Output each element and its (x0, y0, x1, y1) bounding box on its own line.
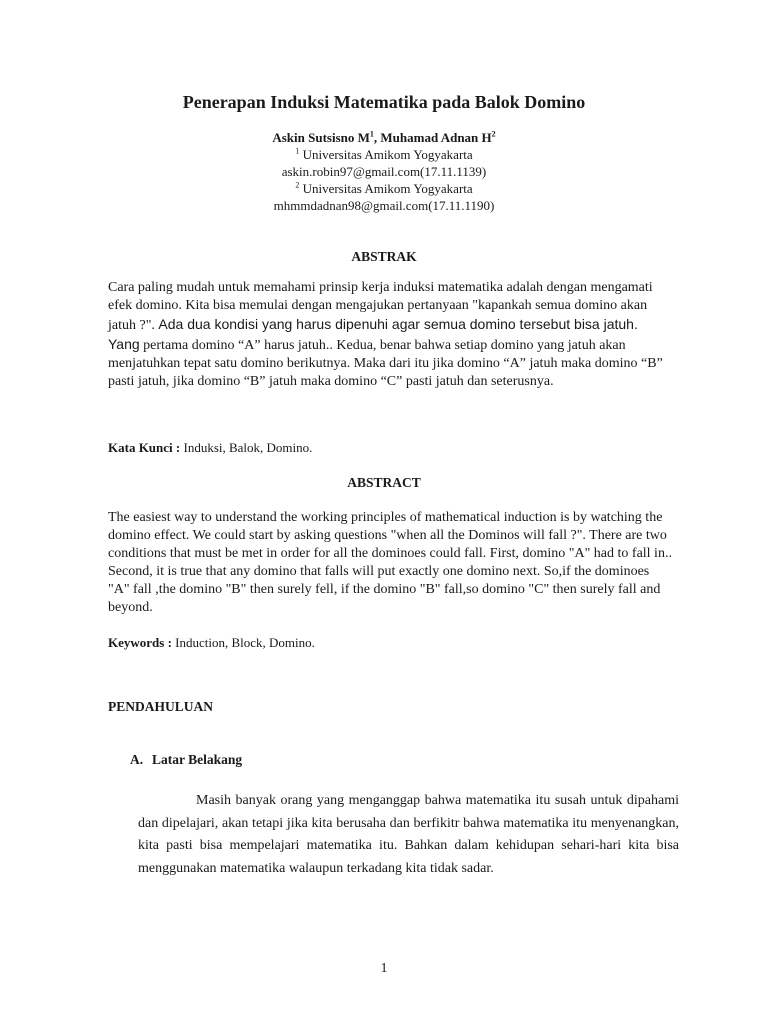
email-1: askin.robin97@gmail.com(17.11.1139) (281, 164, 487, 179)
affiliation-1-text: Universitas Amikom Yogyakarta (299, 147, 473, 162)
abstrak-heading: ABSTRAK (351, 249, 417, 264)
page-number: 1 (380, 961, 388, 976)
paper-title: Penerapan Induksi Matematika pada Balok Domino (182, 92, 586, 112)
kata-kunci-value: Induksi, Balok, Domino. (180, 440, 313, 455)
affiliation-2-text: Universitas Amikom Yogyakarta (299, 181, 473, 196)
pendahuluan-heading: PENDAHULUAN (108, 699, 214, 714)
author-names (0, 129, 768, 146)
author-block (0, 129, 768, 214)
author-2-sup: 2 (491, 129, 496, 139)
subsection-number: A. (130, 752, 144, 767)
keywords-label: Keywords : (108, 635, 172, 650)
keywords (108, 635, 315, 651)
subsection-title: Latar Belakang (152, 752, 243, 767)
abstrak-text (108, 279, 673, 391)
author-1-name: Askin Sutsisno M (272, 130, 370, 145)
abstrak-text-b: Ada dua kondisi yang harus dipenuhi agar semua domino tersebut bisa jatuh. Yang (108, 316, 638, 352)
email-2: mhmmdadnan98@gmail.com(17.11.1190) (273, 198, 495, 213)
abstract-heading: ABSTRACT (347, 475, 421, 490)
author-2-name: , Muhamad Adnan H (373, 130, 492, 145)
affiliation-2 (0, 180, 768, 197)
latar-belakang-heading (130, 752, 242, 768)
kata-kunci-label: Kata Kunci : (108, 440, 181, 455)
latar-belakang-body: Masih banyak orang yang menganggap bahwa matematika itu susah untuk dipahami dan dipelajari, akan tetapi jika kita berusaha dan berfikitr bahwa matematika itu menyenangkan, kita pasti bisa mempelajari matematika itu. Bahkan dalam kehidupan sehari-hari kita bisa menggunakan matematika walaupun terkadang kita tidak sadar. (138, 793, 679, 876)
abstrak-text-c: pertama domino “A” harus jatuh.. Kedua, benar bahwa setiap domino yang jatuh akan menjatuhkan tepat satu domino berikutnya. Maka dari itu jika domino “A” jatuh maka domino “B” pasti jatuh, jika domino “B” jatuh maka domino “C” pasti jatuh dan seterusnya. (108, 338, 663, 389)
affiliation-1 (0, 146, 768, 163)
affiliation-2-sup: 2 (295, 180, 300, 190)
latar-belakang-text (138, 790, 679, 880)
abstract-text: The easiest way to understand the working principles of mathematical induction is by watching the domino effect. We could start by asking questions "when all the Dominos will fall ?". There are two conditions that must be met in order for all the dominoes could fall. First, domino "A" had to fall in.. Second, it is true that any domino that falls will put exactly one domino next. So,if the dominoes "A" fall ,the domino "B" then surely fell, if the domino "B" fall,so domino "C" then surely fall and beyond. (108, 510, 672, 615)
affiliation-1-sup: 1 (295, 146, 300, 156)
kata-kunci (108, 440, 312, 456)
abstrak-text-a: Cara paling mudah untuk memahami prinsip kerja induksi matematika adalah dengan mengamati efek domino. Kita bisa memulai dengan mengajukan pertanyaan "kapankah semua domino akan jatuh ?". (108, 280, 653, 333)
author-1-sup: 1 (369, 129, 374, 139)
keywords-value: Induction, Block, Domino. (171, 635, 315, 650)
